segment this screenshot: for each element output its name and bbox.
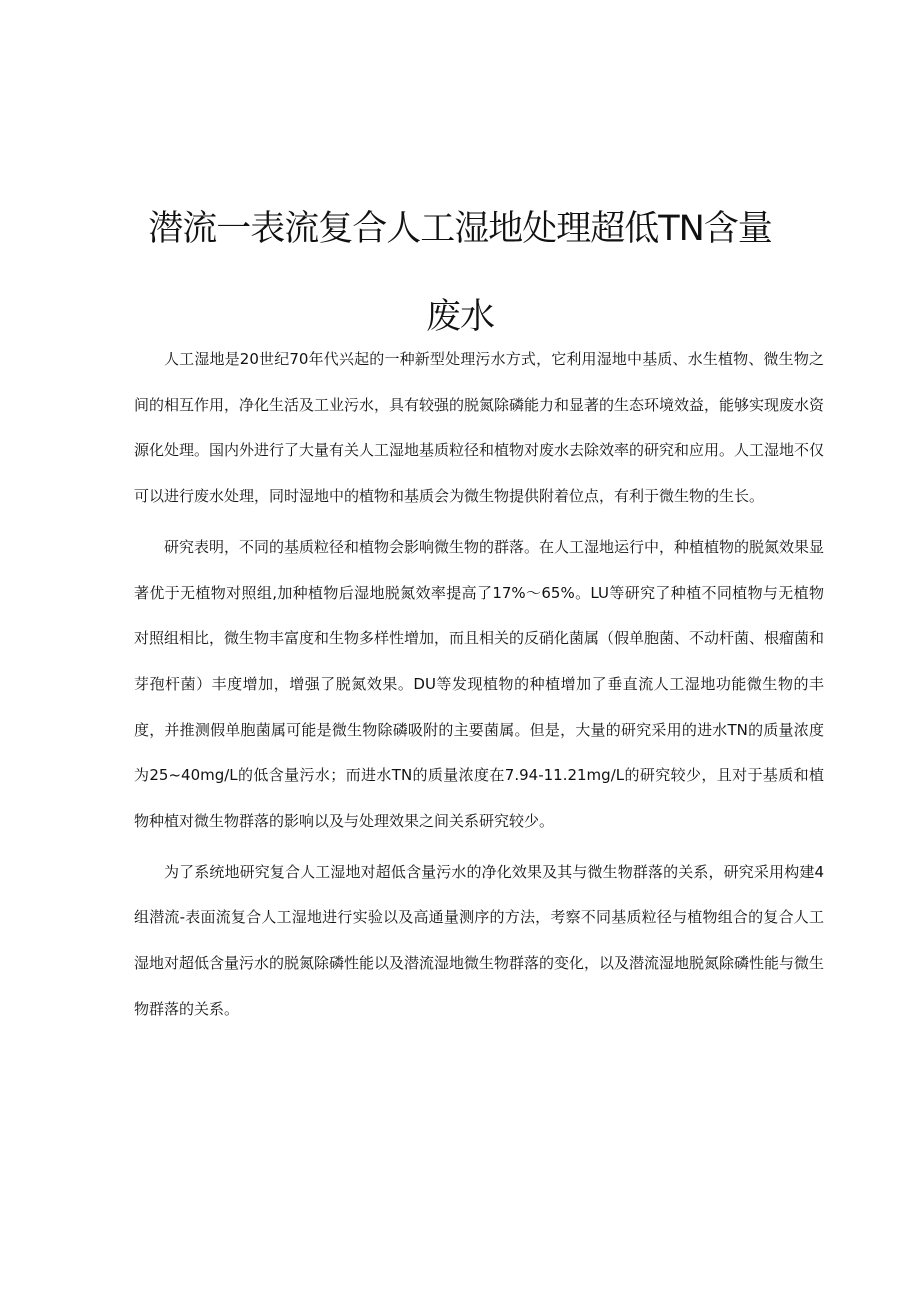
document-body	[134, 337, 824, 1038]
title-line-2: 废水	[425, 297, 494, 337]
paragraph-intro: 人工湿地是20世纪70年代兴起的一种新型处理污水方式，它利用湿地中基质、水生植物、微生物之间的相互作用，净化生活及工业污水，具有较强的脱氮除磷能力和显著的生态环境效益，能够实现废水资源化处理。国内外进行了大量有关人工湿地基质粒径和植物对废水去除效率的研究和应用。人工湿地不仅可以进行废水处理，同时湿地中的植物和基质会为微生物提供附着位点，有利于微生物的生长。	[134, 350, 825, 506]
paragraph-purpose: 为了系统地研究复合人工湿地对超低含量污水的净化效果及其与微生物群落的关系，研究采用构建4组潜流-表面流复合人工湿地进行实验以及高通量测序的方法，考察不同基质粒径与植物组合的复合人工湿地对超低含量污水的脱氮除磷性能以及潜流湿地微生物群落的变化，以及潜流湿地脱氮除磷性能与微生物群落的关系。	[134, 862, 825, 1018]
paragraph-research: 研究表明，不同的基质粒径和植物会影响微生物的群落。在人工湿地运行中，种植植物的脱氮效果显著优于无植物对照组,加种植物后湿地脱氮效率提高了17%～65%。LU等研究了种植不同植物与无植物对照组相比，微生物丰富度和生物多样性增加，而且相关的反硝化菌属（假单胞菌、不动杆菌、根瘤菌和芽孢杆菌）丰度增加，增强了脱氮效果。DU等发现植物的种植增加了垂直流人工湿地功能微生物的丰度，并推测假单胞菌属可能是微生物除磷吸附的主要菌属。但是，大量的研究采用的进水TN的质量浓度为25~40mg∕L的低含量污水；而进水TN的质量浓度在7.94-11.21mg∕L的研究较少，且对于基质和植物种植对微生物群落的影响以及与处理效果之间关系研究较少。	[134, 537, 825, 831]
title-line-1: 潜流一表流复合人工湿地处理超低TN含量	[148, 209, 772, 249]
page-title	[60, 185, 860, 361]
